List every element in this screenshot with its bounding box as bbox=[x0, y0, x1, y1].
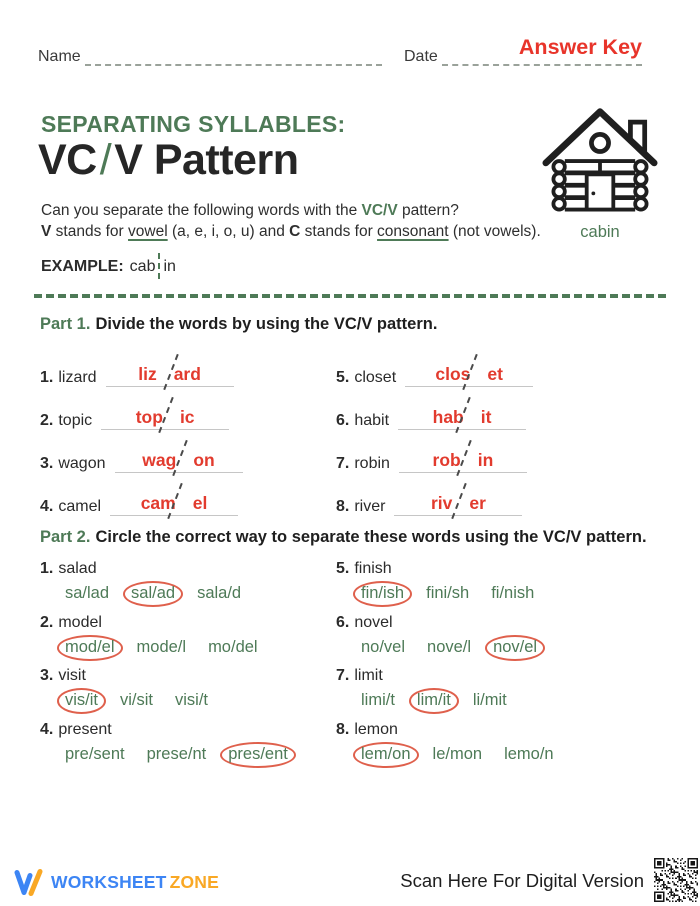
part2-heading: Part 2. Circle the correct way to separate these words using the VC/V pattern. bbox=[40, 528, 647, 546]
answer-blank bbox=[106, 360, 234, 387]
item-word: camel bbox=[58, 498, 102, 515]
answer-blank bbox=[399, 446, 527, 473]
options-row bbox=[353, 635, 676, 661]
options-row bbox=[57, 688, 336, 714]
item-word: wagon bbox=[58, 455, 106, 472]
cabin-caption: cabin bbox=[580, 223, 620, 241]
item-word-row: 1. salad bbox=[40, 560, 97, 577]
option: li/mit bbox=[472, 691, 507, 709]
options-row bbox=[353, 742, 676, 768]
part1-section bbox=[40, 315, 676, 516]
options-row bbox=[353, 581, 676, 607]
part1-item bbox=[40, 473, 336, 516]
item-word-row: 5. finish bbox=[336, 560, 392, 577]
answer-blank bbox=[398, 403, 526, 430]
part1-item bbox=[40, 344, 336, 387]
option: visi/t bbox=[175, 691, 208, 709]
title-vc: VC bbox=[38, 136, 97, 184]
handwritten-answer: cam el bbox=[140, 493, 208, 513]
part1-item bbox=[40, 387, 336, 430]
option: limi/t bbox=[361, 691, 395, 709]
cabin-icon bbox=[538, 104, 662, 220]
part1-item bbox=[336, 344, 676, 387]
option: lim/it bbox=[409, 688, 459, 714]
item-word-row: 2. model bbox=[40, 613, 102, 631]
item-number: 7. bbox=[336, 455, 350, 472]
answer-blank bbox=[110, 489, 238, 516]
brand-wordmark: WORKSHEET ZONE bbox=[51, 872, 219, 892]
part1-item bbox=[336, 430, 676, 473]
part1-item bbox=[336, 473, 676, 516]
option: pres/ent bbox=[220, 742, 296, 768]
item-word-row: 4. present bbox=[40, 720, 112, 738]
handwritten-answer: wag on bbox=[142, 450, 215, 470]
option: mode/l bbox=[136, 637, 187, 656]
item-number: 6. bbox=[336, 412, 350, 429]
intro-line-1: Can you separate the following words with the VC/V pattern? bbox=[41, 202, 459, 219]
option: le/mon bbox=[432, 744, 483, 763]
part1-column-left bbox=[40, 344, 336, 516]
part2-grid bbox=[40, 560, 676, 774]
part1-column-right bbox=[336, 344, 676, 516]
item-word: robin bbox=[354, 455, 390, 472]
answer-blank bbox=[101, 403, 229, 430]
option: nov/el bbox=[485, 635, 545, 661]
item-number: 3. bbox=[40, 455, 54, 472]
item-word: river bbox=[354, 498, 386, 515]
item-word-row: 6. novel bbox=[336, 613, 393, 631]
item-number: 4. bbox=[40, 498, 54, 515]
part1-item bbox=[336, 387, 676, 430]
option: vi/sit bbox=[120, 691, 153, 709]
option: fin/ish bbox=[353, 581, 412, 607]
handwritten-answer: hab it bbox=[432, 407, 492, 427]
page-title bbox=[38, 136, 299, 184]
answer-key-badge: Answer Key bbox=[518, 35, 642, 59]
handwritten-answer: top ic bbox=[135, 407, 195, 427]
title-slash: / bbox=[99, 136, 112, 184]
item-word: closet bbox=[354, 369, 397, 386]
vcv-highlight: VC/V bbox=[361, 202, 398, 219]
part2-item bbox=[40, 560, 336, 614]
item-number: 1. bbox=[40, 369, 54, 386]
handwritten-answer: riv er bbox=[430, 493, 486, 513]
part2-item bbox=[40, 614, 336, 668]
title-kicker: SEPARATING SYLLABLES: bbox=[41, 111, 346, 137]
item-word: habit bbox=[354, 412, 390, 429]
answer-blank bbox=[405, 360, 533, 387]
name-label: Name bbox=[38, 48, 81, 65]
part1-grid bbox=[40, 344, 676, 516]
item-word-row: 7. limit bbox=[336, 667, 383, 684]
item-number: 5. bbox=[336, 369, 350, 386]
item-word: lizard bbox=[58, 369, 97, 386]
option: prese/nt bbox=[146, 744, 207, 763]
option: fini/sh bbox=[426, 584, 470, 602]
item-number: 8. bbox=[336, 498, 350, 515]
option: mod/el bbox=[57, 635, 123, 661]
part2-column-right bbox=[336, 560, 676, 774]
part2-item bbox=[336, 667, 676, 721]
title-v-pattern: V Pattern bbox=[114, 136, 299, 184]
options-row bbox=[57, 581, 336, 607]
item-word-row: 3. visit bbox=[40, 667, 86, 684]
name-blank-line bbox=[85, 44, 382, 66]
handwritten-answer: rob in bbox=[432, 450, 494, 470]
example-word-right: in bbox=[163, 258, 176, 275]
option: lemo/n bbox=[504, 744, 554, 763]
section-divider bbox=[34, 294, 666, 298]
option: pre/sent bbox=[65, 744, 125, 763]
option: sala/d bbox=[197, 584, 242, 602]
answer-blank bbox=[394, 489, 522, 516]
example-label: EXAMPLE: bbox=[41, 258, 124, 275]
example-divider-dashes bbox=[158, 253, 160, 279]
item-word: topic bbox=[58, 412, 93, 429]
part2-column-left bbox=[40, 560, 336, 774]
vowel-underlined: vowel bbox=[128, 223, 168, 240]
header bbox=[38, 35, 642, 66]
consonant-underlined: consonant bbox=[377, 223, 449, 240]
item-word-row: 8. lemon bbox=[336, 720, 398, 738]
example-word-left: cab bbox=[129, 258, 156, 275]
part1-heading: Part 1. Divide the words by using the VC/V pattern. bbox=[40, 315, 438, 333]
handwritten-answer: liz ard bbox=[138, 364, 201, 384]
date-label: Date bbox=[404, 48, 438, 65]
option: fi/nish bbox=[491, 584, 535, 602]
part2-item bbox=[40, 667, 336, 721]
qr-code-icon bbox=[654, 858, 698, 902]
options-row bbox=[57, 742, 336, 768]
part2-item bbox=[40, 721, 336, 775]
footer bbox=[14, 858, 698, 902]
part2-item bbox=[336, 614, 676, 668]
brand-w-icon bbox=[14, 869, 44, 896]
option: vis/it bbox=[57, 688, 106, 714]
part1-item bbox=[40, 430, 336, 473]
example-row bbox=[41, 253, 176, 279]
option: sal/ad bbox=[123, 581, 183, 607]
part2-item bbox=[336, 721, 676, 775]
intro-line-2: V stands for vowel (a, e, i, o, u) and C stands for consonant (not vowels). bbox=[41, 223, 541, 240]
part2-item bbox=[336, 560, 676, 614]
worksheetzone-logo bbox=[14, 869, 219, 902]
intro-text bbox=[41, 200, 541, 242]
scan-row bbox=[400, 858, 698, 902]
item-number: 2. bbox=[40, 412, 54, 429]
option: sa/lad bbox=[65, 584, 110, 602]
scan-here-text: Scan Here For Digital Version bbox=[400, 870, 644, 891]
option: no/vel bbox=[361, 637, 406, 656]
options-row bbox=[353, 688, 676, 714]
date-blank-line bbox=[442, 35, 642, 66]
handwritten-answer: clos et bbox=[435, 364, 503, 384]
cabin-illustration bbox=[534, 104, 666, 242]
option: mo/del bbox=[208, 637, 258, 656]
part2-section bbox=[40, 528, 676, 774]
option: lem/on bbox=[353, 742, 419, 768]
answer-blank bbox=[115, 446, 243, 473]
options-row bbox=[57, 635, 336, 661]
option: nove/l bbox=[427, 637, 472, 656]
